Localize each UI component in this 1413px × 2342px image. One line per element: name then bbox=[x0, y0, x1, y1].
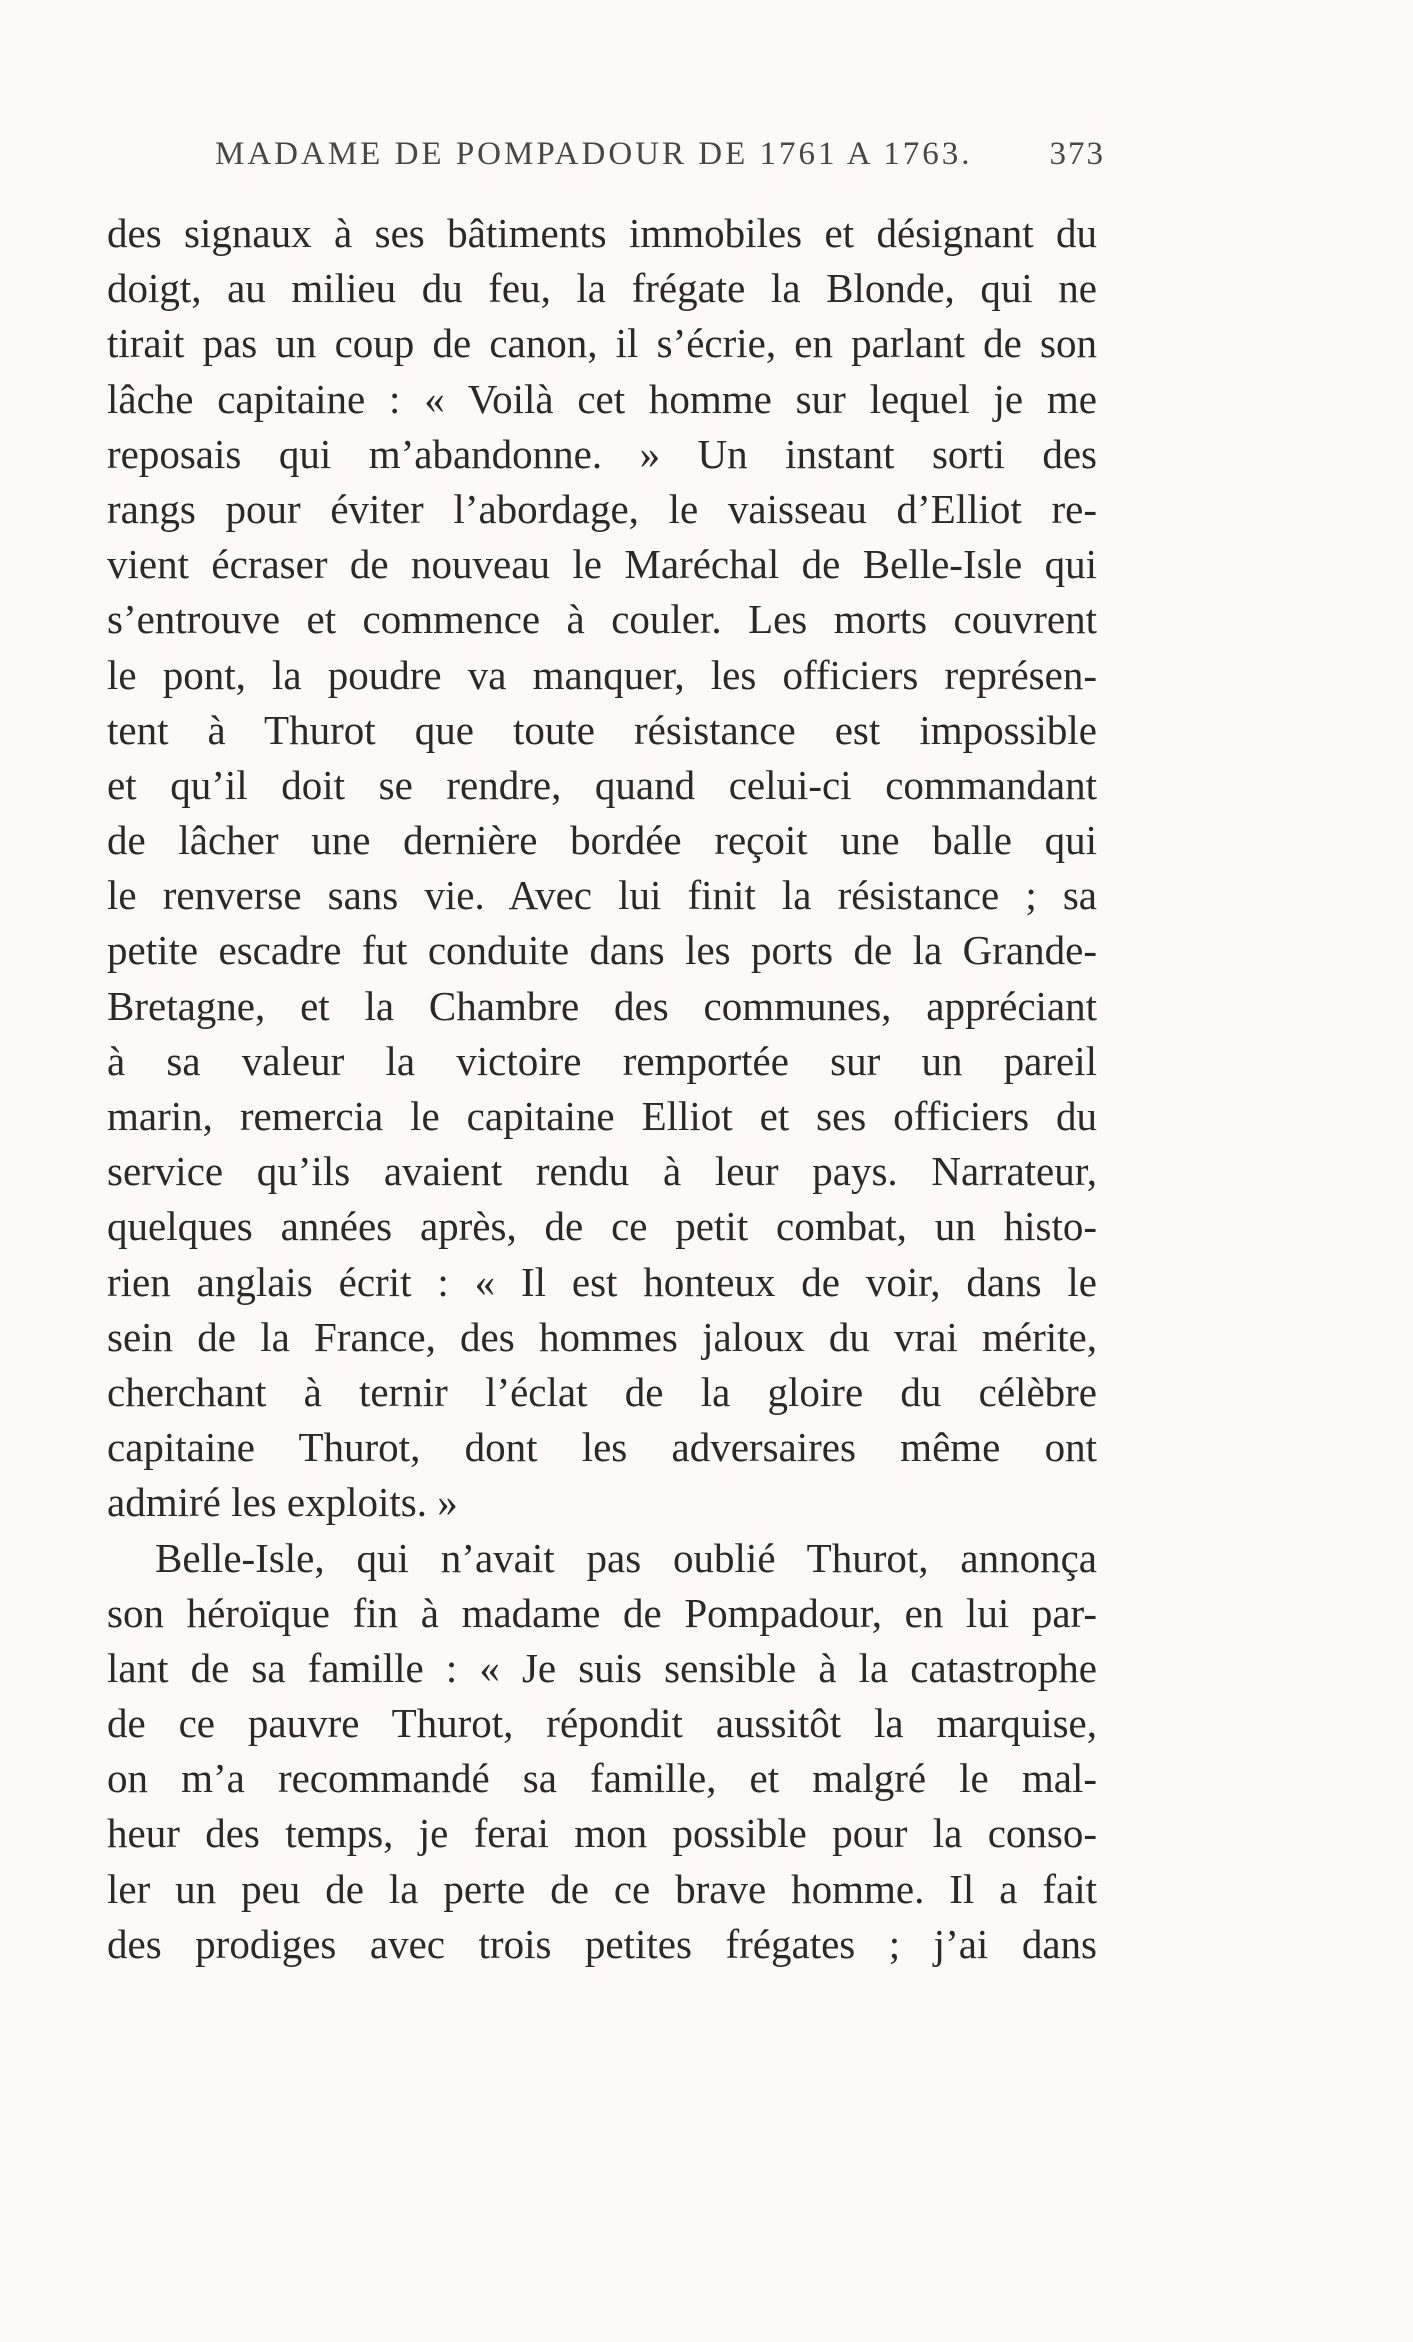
text-line: capitaine Thurot, dont les adversaires même ont bbox=[107, 1424, 1097, 1471]
text-line: lâche capitaine : « Voilà cet homme sur lequel je me bbox=[107, 375, 1097, 422]
text-line: rien anglais écrit : « Il est honteux de voir, dans le bbox=[107, 1258, 1097, 1305]
running-head bbox=[215, 136, 1105, 176]
text-line: service qu’ils avaient rendu à leur pays. Narrateur, bbox=[107, 1148, 1097, 1195]
text-line: tirait pas un coup de canon, il s’écrie, en parlant de son bbox=[107, 320, 1097, 367]
text-line: doigt, au milieu du feu, la frégate la Blonde, qui ne bbox=[107, 265, 1097, 312]
text-line: reposais qui m’abandonne. » Un instant sorti des bbox=[107, 430, 1097, 477]
text-line: et qu’il doit se rendre, quand celui-ci commandant bbox=[107, 761, 1097, 808]
text-line: des prodiges avec trois petites frégates ; j’ai dans bbox=[107, 1920, 1097, 1967]
text-line: on m’a recommandé sa famille, et malgré le mal- bbox=[107, 1755, 1097, 1802]
text-line: à sa valeur la victoire remportée sur un pareil bbox=[107, 1037, 1097, 1084]
text-line: le renverse sans vie. Avec lui finit la résistance ; sa bbox=[107, 872, 1097, 919]
text-line: Bretagne, et la Chambre des communes, appréciant bbox=[107, 982, 1097, 1029]
paragraph-start-line: Belle-Isle, qui n’avait pas oublié Thurot, annonça bbox=[155, 1534, 1097, 1581]
text-line: le pont, la poudre va manquer, les officiers représen- bbox=[107, 651, 1097, 698]
text-line: lant de sa famille : « Je suis sensible à la catastrophe bbox=[107, 1644, 1097, 1691]
text-line: marin, remercia le capitaine Elliot et ses officiers du bbox=[107, 1093, 1097, 1139]
text-line: s’entrouve et commence à couler. Les morts couvrent bbox=[107, 596, 1097, 643]
text-line: tent à Thurot que toute résistance est impossible bbox=[107, 706, 1097, 753]
text-line: quelques années après, de ce petit combat, un histo- bbox=[107, 1203, 1097, 1250]
text-line: petite escadre fut conduite dans les ports de la Grande- bbox=[107, 927, 1097, 974]
text-line: son héroïque fin à madame de Pompadour, en lui par- bbox=[107, 1589, 1097, 1636]
text-line: de ce pauvre Thurot, répondit aussitôt la marquise, bbox=[107, 1700, 1097, 1747]
paragraph-end-line: admiré les exploits. » bbox=[107, 1479, 458, 1526]
text-line: vient écraser de nouveau le Maréchal de Belle-Isle qui bbox=[107, 541, 1097, 588]
text-line: sein de la France, des hommes jaloux du vrai mérite, bbox=[107, 1313, 1097, 1360]
running-head-title: MADAME DE POMPADOUR DE 1761 A 1763. bbox=[215, 136, 973, 172]
text-line: de lâcher une dernière bordée reçoit une balle qui bbox=[107, 817, 1097, 864]
text-line: des signaux à ses bâtiments immobiles et désignant du bbox=[107, 210, 1097, 256]
text-line: ler un peu de la perte de ce brave homme. Il a fait bbox=[107, 1865, 1097, 1912]
text-line: rangs pour éviter l’abordage, le vaisseau d’Elliot re- bbox=[107, 485, 1097, 532]
body-text bbox=[107, 206, 1097, 1972]
page-number: 373 bbox=[1049, 136, 1105, 172]
text-line: cherchant à ternir l’éclat de la gloire du célèbre bbox=[107, 1368, 1097, 1415]
text-line: heur des temps, je ferai mon possible pour la conso- bbox=[107, 1810, 1097, 1857]
